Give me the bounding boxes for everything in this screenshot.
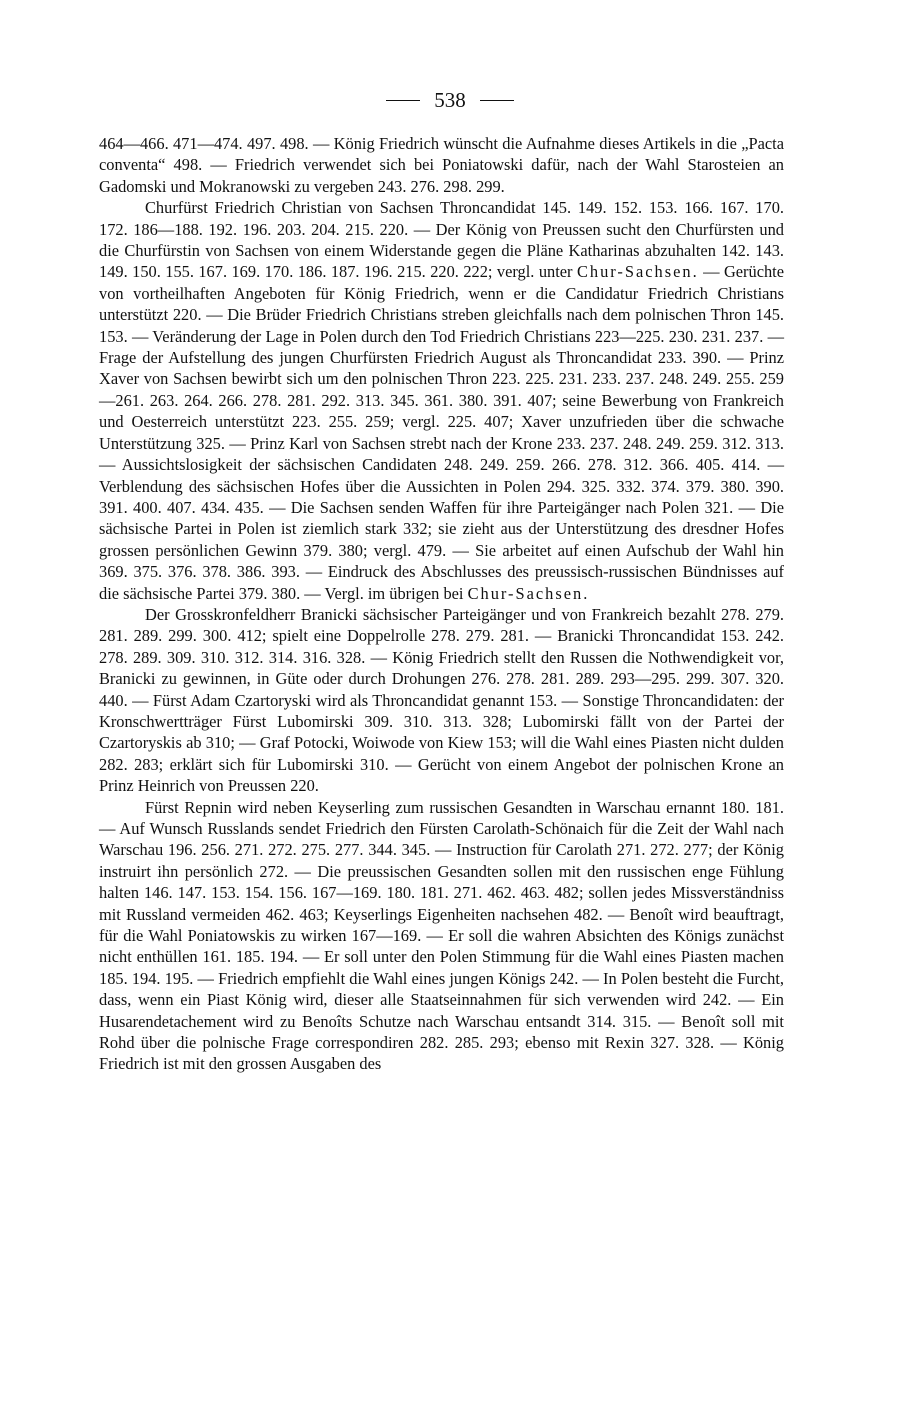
paragraph-text: Churfürst Friedrich Christian von Sachsen Throncandidat 145. 149. 152. 153. 166. 167. 170. 172. 186—188. 192. 196. 203. 204. 215. 220. — Der König von Preussen sucht den Churfürsten und die Churfürstin von Sachsen von einem Widerstande gegen die Pläne Katharinas abzuhalten 142. 143. 149. 150. 155. 167. 169. 170. 186. 187. 196. 215. 220. 222; vergl. unter — [99, 198, 784, 282]
cross-reference: Chur-Sachsen. — [467, 583, 590, 603]
paragraph-4 — [99, 797, 784, 1075]
header-rule-right — [480, 100, 514, 101]
header-rule-left — [386, 100, 420, 101]
paragraph-text: Der Grosskronfeldherr Branicki sächsischer Parteigänger und von Frankreich bezahlt 278. 279. 281. 289. 299. 300. 412; spielt eine Doppelrolle 278. 279. 281. — Branicki Throncandidat 153. 242. 278. 289. 309. 310. 312. 314. 316. 328. — König Friedrich stellt den Russen die Nothwendigkeit vor, Branicki zu gewinnen, in Güte oder durch Drohungen 276. 278. 281. 289. 293—295. 299. 307. 320. 440. — Fürst Adam Czartoryski wird als Throncandidat genannt 153. — Sonstige Throncandidaten: der Kronschwertträger Fürst Lubomirski 309. 310. 313. 328; Lubomirski fällt von der Partei der Czartoryskis ab 310; — Graf Potocki, Woiwode von Kiew 153; will die Wahl eines Piasten nicht dulden 282. 283; erklärt sich für Lubomirski 310. — Gerücht von einem Angebot der polnischen Krone an Prinz Heinrich von Preussen 220. — [99, 604, 784, 796]
index-text-block — [99, 133, 784, 1075]
paragraph-text: — Gerüchte von vortheilhaften Angeboten für König Friedrich, wenn er die Candidatur Friedrich Christians unterstützt 220. — Die Brüder Friedrich Christians streben gleichfalls nach dem polnischen Thron 145. 153. — Veränderung der Lage in Polen durch den Tod Friedrich Christians 223—225. 230. 231. 237. — Frage der Aufstellung des jungen Churfürsten Friedrich August als Throncandidat 233. 390. — Prinz Xaver von Sachsen bewirbt sich um den polnischen Thron 223. 225. 231. 233. 237. 248. 249. 255. 259—261. 263. 264. 266. 278. 281. 292. 313. 345. 361. 380. 391. 407; seine Bewerbung von Frankreich und Oesterreich unterstützt 223. 255. 259; vergl. 225. 407; Xaver unzufrieden über die schwache Unterstützung 325. — Prinz Karl von Sachsen strebt nach der Krone 233. 237. 248. 249. 259. 312. 313. — Aussichtslosigkeit der sächsischen Candidaten 248. 249. 259. 266. 278. 312. 366. 405. 414. — Verblendung des sächsischen Hofes über die Aussichten in Polen 294. 325. 332. 374. 379. 380. 390. 391. 400. 407. 434. 435. — Die Sachsen senden Waffen für ihre Parteigänger nach Polen 321. — Die sächsische Partei in Polen ist ziemlich stark 332; sie zieht aus der Unterstützung des dresdner Hofes grossen persönlichen Gewinn 379. 380; vergl. 479. — Sie arbeitet auf einen Aufschub der Wahl hin 369. 375. 376. 378. 386. 393. — Eindruck des Abschlusses des preussisch-russischen Bündnisses auf die sächsische Partei 379. 380. — Vergl. im übrigen bei — [99, 262, 785, 603]
cross-reference: Chur-Sachsen. — [576, 262, 699, 282]
paragraph-text: Fürst Repnin wird neben Keyserling zum russischen Gesandten in Warschau ernannt 180. 181. — Auf Wunsch Russlands sendet Friedrich den Fürsten Carolath-Schönaich für die Zeit der Wahl nach Warschau 196. 256. 271. 272. 275. 277. 344. 345. — Instruction für Carolath 271. 272. 277; der König instruirt ihn persönlich 272. — Die preussischen Gesandten sollen mit den russischen enge Fühlung halten 146. 147. 153. 154. 156. 167—169. 180. 181. 271. 462. 463. 482; sollen jedes Missverständniss mit Russland vermeiden 462. 463; Keyserlings Eigenheiten nachsehen 482. — Benoît wird beauftragt, für die Wahl Poniatowskis zu wirken 167—169. — Er soll die wahren Absichten des Königs zunächst nicht enthüllen 161. 185. 194. — Er soll unter den Polen Stimmung für die Wahl eines Piasten machen 185. 194. 195. — Friedrich empfiehlt die Wahl eines jungen Königs 242. — In Polen besteht die Furcht, dass, wenn ein Piast König wird, dieser alle Staatseinnahmen für sich verwenden wird 242. — Ein Husarendetachement wird zu Benoîts Schutze nach Warschau entsandt 314. 315. — Benoît soll mit Rohd über die polnische Frage correspondiren 282. 285. 293; ebenso mit Rexin 327. 328. — König Friedrich ist mit den grossen Ausgaben des — [99, 797, 784, 1074]
paragraph-3 — [99, 604, 784, 797]
paragraph-text: 464—466. 471—474. 497. 498. — König Friedrich wünscht die Aufnahme dieses Artikels in die „Pacta conventa“ 498. — Friedrich verwendet sich bei Poniatowski dafür, nach der Wahl Starosteien an Gadomski und Mokranowski zu vergeben 243. 276. 298. 299. — [99, 134, 784, 196]
paragraph-2 — [99, 197, 784, 604]
paragraph-1 — [99, 133, 784, 197]
page-header — [0, 88, 900, 112]
page-number: 538 — [434, 88, 466, 112]
